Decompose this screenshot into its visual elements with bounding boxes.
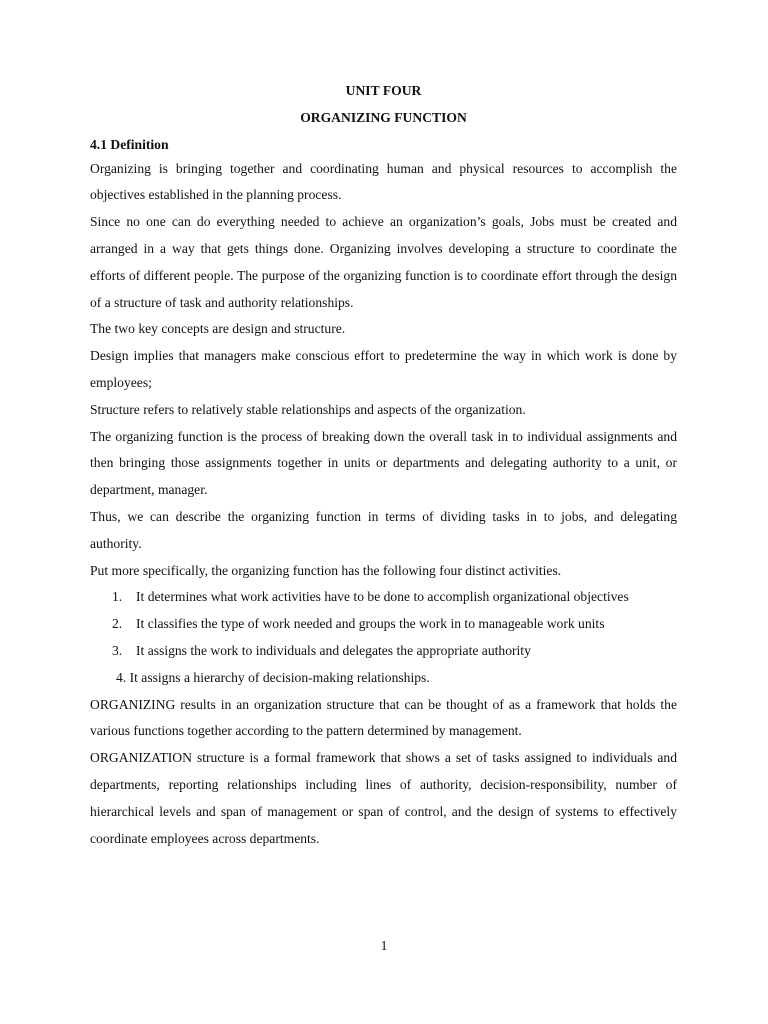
paragraph: ORGANIZING results in an organization structure that can be thought of as a framework that holds the various functions together according to the pattern determined by management. — [90, 696, 677, 739]
document-page — [90, 78, 677, 852]
list-item — [90, 665, 677, 692]
paragraph: The organizing function is the process of breaking down the overall task in to individual assignments and then bringing those assignments together in units or departments and delegating authority to a unit, or department, manager. — [90, 428, 677, 498]
list-item-number: 1. — [112, 589, 123, 605]
paragraph: Design implies that managers make conscious effort to predetermine the way in which work is done by employees; — [90, 348, 677, 390]
paragraph: Since no one can do everything needed to achieve an organization’s goals, Jobs must be created and arranged in a way that gets things done. Organizing involves developing a structure to coordinate the efforts of different people. The purpose of the organizing function is to coordinate effort through the design of a structure of task and authority relationships. — [90, 214, 677, 310]
paragraph: Organizing is bringing together and coordinating human and physical resources to accomplish the objectives established in the planning process. — [90, 160, 677, 203]
list-item-text: 4. It assigns a hierarchy of decision-making relationships. — [116, 669, 430, 685]
paragraph: The two key concepts are design and structure. — [90, 321, 346, 337]
section-heading: 4.1 Definition — [90, 136, 169, 152]
unit-title: UNIT FOUR — [345, 83, 422, 98]
list-item-number: 3. — [112, 642, 123, 658]
paragraph: Structure refers to relatively stable relationships and aspects of the organization. — [90, 401, 526, 417]
paragraph: Put more specifically, the organizing function has the following four distinct activities. — [90, 562, 562, 578]
chapter-title: ORGANIZING FUNCTION — [300, 109, 467, 125]
list-item — [90, 584, 677, 611]
list-item — [90, 611, 677, 638]
list-item-number: 2. — [112, 616, 123, 632]
list-item-text: It classifies the type of work needed and groups the work in to manageable work units — [136, 616, 605, 632]
page-number: 1 — [380, 938, 388, 953]
paragraph: Thus, we can describe the organizing function in terms of dividing tasks in to jobs, and delegating authority. — [90, 508, 677, 551]
activities-list — [90, 584, 677, 691]
list-item-text: It assigns the work to individuals and delegates the appropriate authority — [136, 642, 531, 658]
list-item-text: It determines what work activities have to be done to accomplish organizational objectives — [136, 589, 629, 605]
paragraph: ORGANIZATION structure is a formal framework that shows a set of tasks assigned to individuals and departments, reporting relationships including lines of authority, decision-responsibility, number of hierarchical levels and span of management or span of control, and the design of systems to effectively coordinate employees across departments. — [90, 750, 677, 846]
list-item — [90, 638, 677, 665]
